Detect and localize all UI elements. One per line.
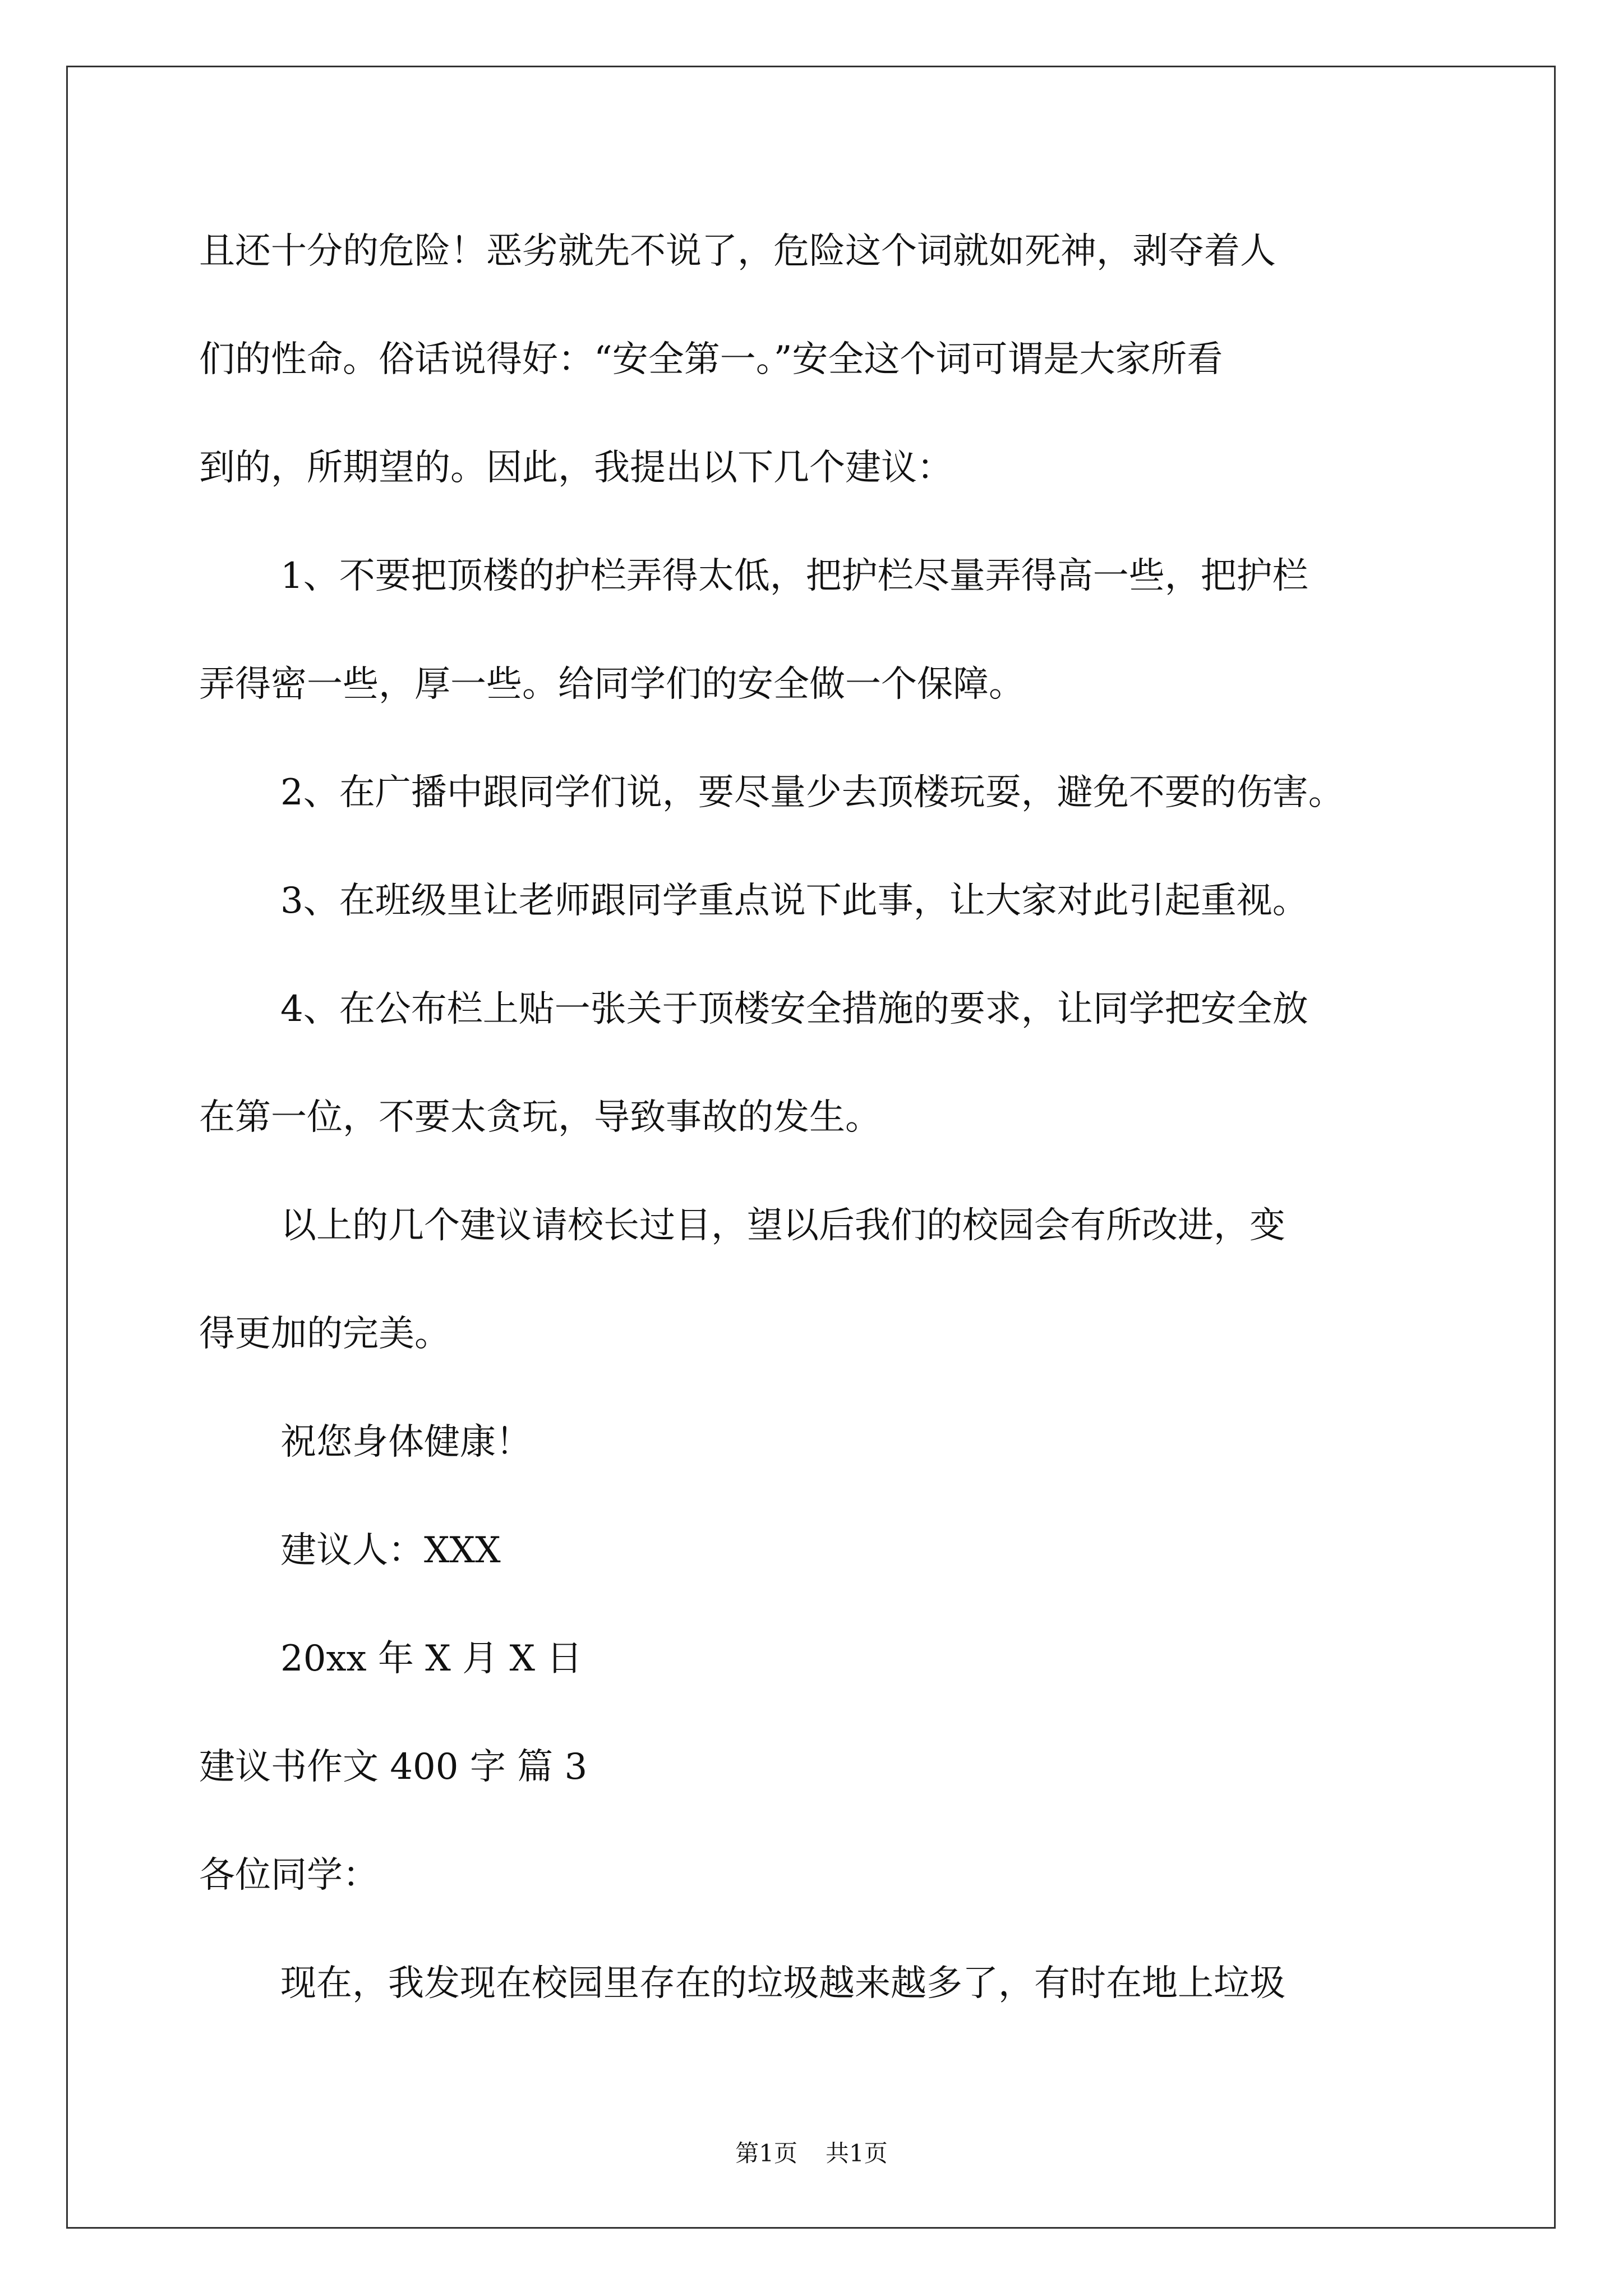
- text-line: 得更加的完美。: [199, 1313, 450, 1355]
- text-line: 到的，所期望的。因此，我提出以下几个建议：: [199, 447, 953, 489]
- text-line: 们的性命。俗话说得好：“安全第一。”安全这个词可谓是大家所看: [199, 339, 1223, 380]
- text-line: 现在，我发现在校园里存在的垃圾越来越多了，有时在地上垃圾: [280, 1963, 1285, 2004]
- text-line: 祝您身体健康！: [280, 1421, 532, 1463]
- text-line: 20xx 年 X 月 X 日: [280, 1638, 583, 1680]
- text-line: 弄得密一些，厚一些。给同学们的安全做一个保障。: [199, 664, 1025, 705]
- text-line: 在第一位，不要太贪玩，导致事故的发生。: [199, 1097, 881, 1138]
- section-heading: 建议书作文 400 字 篇 3: [199, 1746, 588, 1788]
- text-line: 各位同学：: [199, 1855, 379, 1896]
- page-total: 共1页: [826, 2139, 888, 2167]
- page-border: [66, 66, 1556, 2229]
- text-line: 2、在广播中跟同学们说，要尽量少去顶楼玩耍，避免不要的伤害。: [280, 772, 1344, 813]
- text-line: 3、在班级里让老师跟同学重点说下此事，让大家对此引起重视。: [280, 880, 1308, 922]
- text-line: 以上的几个建议请校长过目，望以后我们的校园会有所改进，变: [280, 1205, 1285, 1246]
- text-line: 且还十分的危险！恶劣就先不说了，危险这个词就如死神，剥夺着人: [199, 231, 1276, 272]
- text-line: 1、不要把顶楼的护栏弄得太低，把护栏尽量弄得高一些，把护栏: [280, 555, 1308, 597]
- text-line: 建议人：XXX: [280, 1530, 501, 1571]
- page-number: 第1页: [735, 2139, 797, 2167]
- page-footer: [0, 2135, 1623, 2169]
- text-line: 4、在公布栏上贴一张关于顶楼安全措施的要求，让同学把安全放: [280, 988, 1308, 1030]
